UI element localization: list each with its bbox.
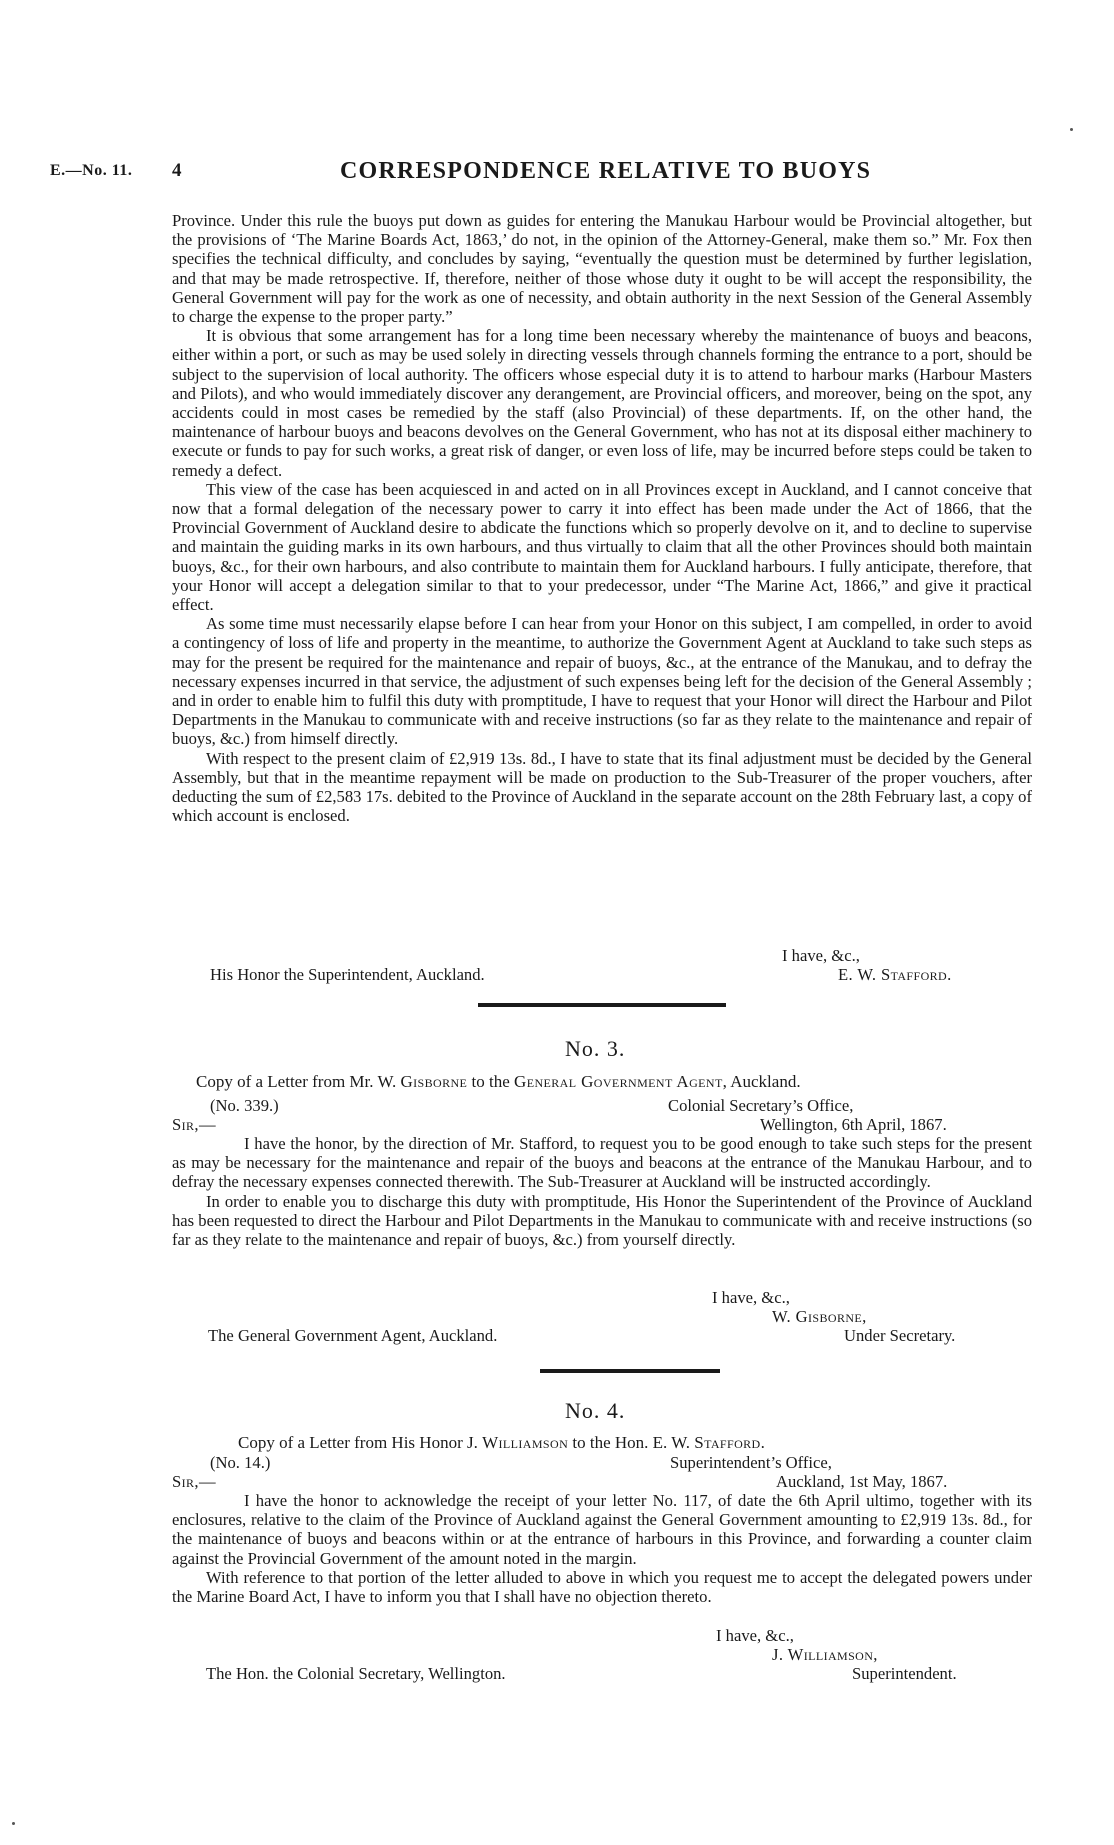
paragraph: Province. Under this rule the buoys put down as guides for entering the Manukau Harbour would be Provincial altogether, but the provisions of ‘The Marine Boards Act, 1863,’ do not, in the opinion of the Attorney-General, make them so.” Mr. Fox then specifies the technical difficulty, and concludes by saying, “eventually the question must be determined by further legislation, and that may be made retrospective. If, therefore, neither of those whose duty it ought to be will accept the responsibility, the General Government will pay for the work as one of necessity, and obtain authority in the next Session of the General Assembly to charge the expense to the proper party.” <box>172 211 1032 327</box>
salutation: Sir,— <box>172 1472 216 1491</box>
signature: W. Gisborne, <box>772 1307 867 1326</box>
letter-reference: (No. 339.) <box>210 1096 279 1115</box>
paragraph: This view of the case has been acquiesced in and acted on in all Provinces except in Auckland, and I cannot conceive that now that a formal delegation of the necessary power to carry it into effect has been made under the Act of 1866, that the Provincial Government of Auckland desire to abdicate the functions which so properly devolve on it, and to decline to supervise and maintain the guiding marks in its own harbours, and thus virtually to claim that all the other Provinces should both maintain buoys, &c., for their own harbours, and also contribute to maintain them for Auckland harbours. I fully anticipate, therefore, that your Honor will accept a delegation similar to that to your predecessor, under “The Marine Act, 1866,” and give it practical effect. <box>172 479 1032 615</box>
letter-3-body <box>172 1134 1032 1249</box>
letter-number: No. 3. <box>565 1036 626 1061</box>
paragraph: With respect to the present claim of £2,919 13s. 8d., I have to state that its final adjustment must be decided by the General Assembly, but that in the meantime repayment will be made on production to the Sub-Treasurer of the proper vouchers, after deducting the sum of £2,583 17s. debited to the Province of Auckland in the separate account on the 28th February last, a copy of which account is enclosed. <box>172 748 1032 826</box>
paragraph: It is obvious that some arrangement has for a long time been necessary whereby the maintenance of buoys and beacons, either within a port, or such as may be used solely in directing vessels through channels forming the entrance to a port, should be subject to the supervision of local authority. The officers whose especial duty it is to attend to harbour marks (Harbour Masters and Pilots), and who would immediately discover any derangement, are Provincial officers, and moreover, being on the spot, any accidents could in most cases be remedied by the staff (also Provincial) of these departments. If, on the other hand, the maintenance of harbour buoys and beacons devolves on the General Government, who has not at its disposal either machinery to execute or funds to pay for such works, a great risk of danger, or even loss of life, may be incurred before steps could be taken to remedy a defect. <box>172 326 1032 480</box>
closing: I have, &c., <box>716 1626 794 1645</box>
signature: J. Williamson, <box>772 1645 878 1664</box>
signatory-title: Under Secretary. <box>844 1326 956 1345</box>
place-date: Wellington, 6th April, 1867. <box>760 1115 947 1134</box>
letter-heading: Copy of a Letter from Mr. W. Gisborne to the General Government Agent, Auckland. <box>196 1072 801 1091</box>
letter-heading: Copy of a Letter from His Honor J. Williamson to the Hon. E. W. Stafford. <box>238 1433 765 1452</box>
closing: I have, &c., <box>712 1288 790 1307</box>
salutation: Sir,— <box>172 1115 216 1134</box>
paragraph: As some time must necessarily elapse before I can hear from your Honor on this subject, I am compelled, in order to avoid a contingency of loss of life and property in the meantime, to authorize the Government Agent at Auckland to take such steps as may for the present be required for the maintenance and repair of buoys, &c., at the entrance of the Manukau, and to defray the necessary expenses incurred in that service, the adjustment of such expenses being left for the decision of the General Assembly ; and in order to enable him to fulfil this duty with promptitude, I have to request that your Honor will direct the Harbour and Pilot Departments in the Manukau to communicate with and receive instructions (so far as they relate to the maintenance and repair of buoys, &c.) from himself directly. <box>172 614 1032 749</box>
letter-4-body <box>172 1491 1032 1606</box>
paragraph: With reference to that portion of the letter alluded to above in which you request me to accept the delegated powers under the Marine Board Act, I have to inform you that I shall have no objection thereto. <box>172 1567 1032 1607</box>
signatory-title: Superintendent. <box>852 1664 957 1683</box>
page-number: 4 <box>172 160 182 181</box>
document-reference: E.—No. 11. <box>50 162 133 179</box>
signature: E. W. Stafford. <box>838 965 952 984</box>
office: Superintendent’s Office, <box>670 1453 832 1472</box>
page-title: CORRESPONDENCE RELATIVE TO BUOYS <box>340 158 872 184</box>
office: Colonial Secretary’s Office, <box>668 1096 854 1115</box>
closing: I have, &c., <box>782 946 860 965</box>
paragraph: I have the honor to acknowledge the receipt of your letter No. 117, of date the 6th April ultimo, together with its enclosures, relative to the claim of the Province of Auckland against the General Government amounting to £2,919 13s. 8d., for the maintenance of buoys and beacons within or at the entrance of harbours in this Province, and forwarding a counter claim against the Provincial Government of the amount noted in the margin. <box>172 1491 1032 1568</box>
section-divider <box>478 1003 726 1007</box>
letter-number: No. 4. <box>565 1398 626 1423</box>
addressee: The General Government Agent, Auckland. <box>208 1326 498 1345</box>
letter-reference: (No. 14.) <box>210 1453 271 1472</box>
addressee: His Honor the Superintendent, Auckland. <box>210 965 485 984</box>
addressee: The Hon. the Colonial Secretary, Wellington. <box>206 1664 506 1683</box>
page-header <box>40 158 1074 188</box>
letter-2-body <box>172 211 1032 826</box>
scan-speck <box>12 1822 15 1825</box>
section-divider <box>540 1369 720 1373</box>
paragraph: I have the honor, by the direction of Mr. Stafford, to request you to be good enough to take such steps for the present as may be necessary for the maintenance and repair of the buoys and beacons at the entrance of the Manukau Harbour, and to defray the necessary expenses connected therewith. The Sub-Treasurer at Auckland will be instructed accordingly. <box>172 1134 1032 1192</box>
place-date: Auckland, 1st May, 1867. <box>776 1472 948 1491</box>
paragraph: In order to enable you to discharge this duty with promptitude, His Honor the Superintendent of the Province of Auckland has been requested to direct the Harbour and Pilot Departments in the Manukau to communicate with and receive instructions (so far as they relate to the maintenance and repair of buoys, &c.) from yourself directly. <box>172 1191 1032 1250</box>
scan-speck <box>1070 128 1073 131</box>
